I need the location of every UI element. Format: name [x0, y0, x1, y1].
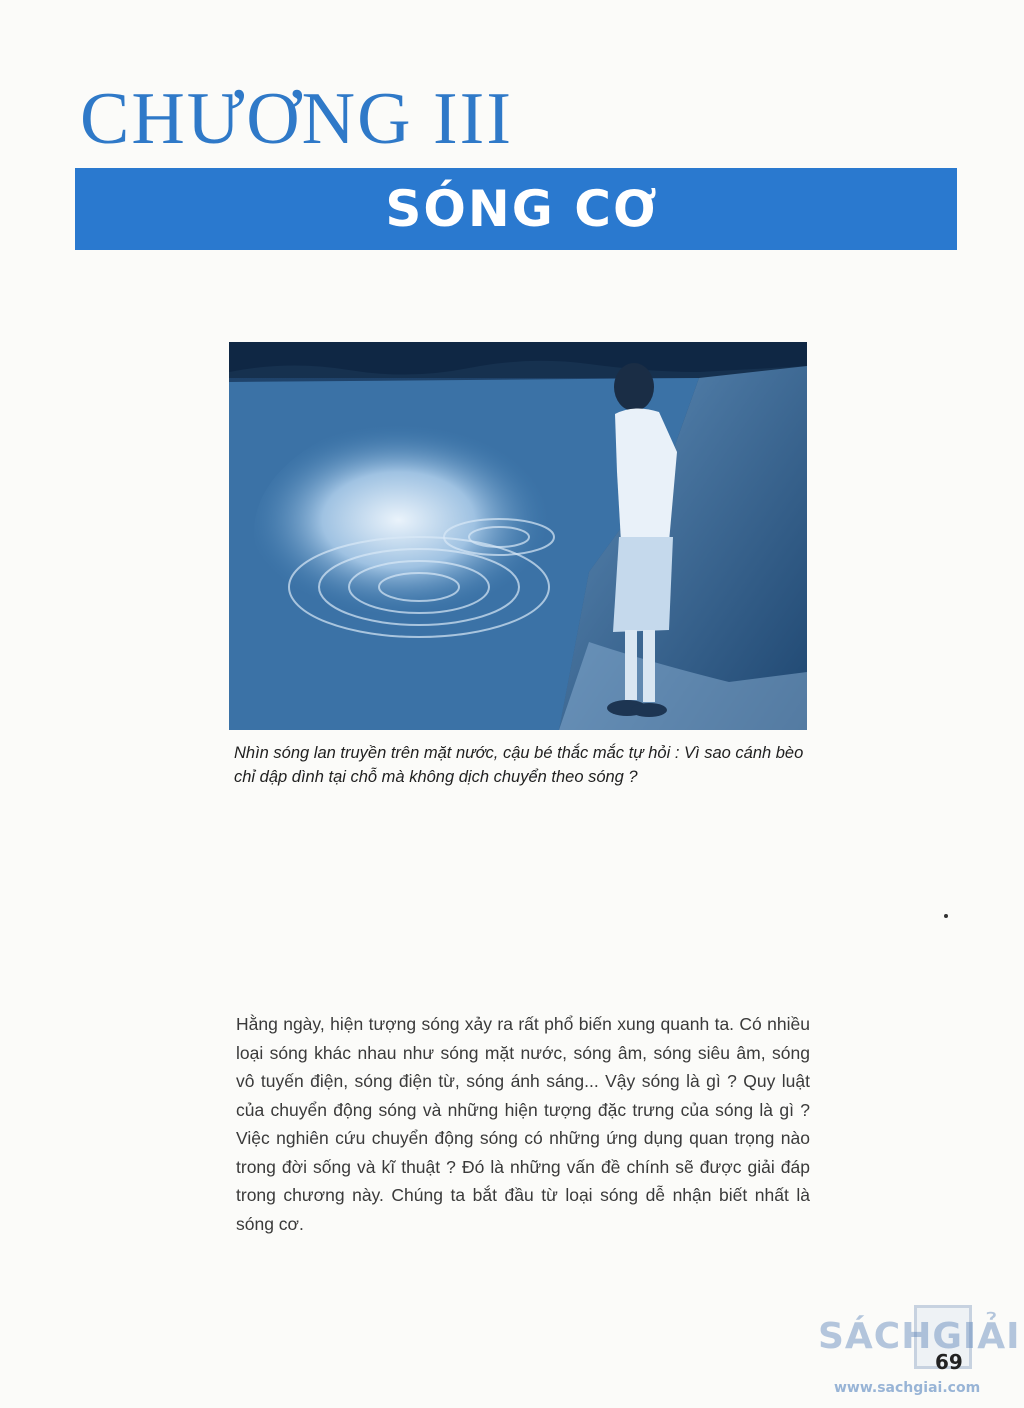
intro-paragraph: Hằng ngày, hiện tượng sóng xảy ra rất phổ biến xung quanh ta. Có nhiều loại sóng khác nhau như sóng mặt nước, sóng âm, sóng siêu âm, sóng vô tuyến điện, sóng điện từ, sóng ánh sáng... Vậy sóng là gì ? Quy luật của chuyển động sóng và những hiện tượng đặc trưng của sóng là gì ? Việc nghiên cứu chuyển động sóng có những ứng dụng quan trọng nào trong đời sống và kĩ thuật ? Đó là những vấn đề chính sẽ được giải đáp trong chương này. Chúng ta bắt đầu từ loại sóng dễ nhận biết nhất là sóng cơ.	[236, 1014, 810, 1234]
chapter-photo	[229, 342, 807, 730]
watermark	[818, 1300, 1021, 1400]
boy-by-pond-image	[229, 342, 807, 730]
chapter-label: CHƯƠNG III	[80, 78, 513, 160]
watermark-logo-text: SÁCHGIẢI	[818, 1316, 1021, 1357]
scan-speck	[944, 914, 948, 918]
page-number: 69	[935, 1350, 963, 1374]
chapter-title: SÓNG CƠ	[385, 180, 659, 238]
photo-caption: Nhìn sóng lan truyền trên mặt nước, cậu bé thắc mắc tự hỏi : Vì sao cánh bèo chỉ dập dình tại chỗ mà không dịch chuyển theo sóng ?	[234, 744, 804, 786]
watermark-url[interactable]: www.sachgiai.com	[834, 1380, 981, 1396]
chapter-title-band	[75, 168, 957, 250]
